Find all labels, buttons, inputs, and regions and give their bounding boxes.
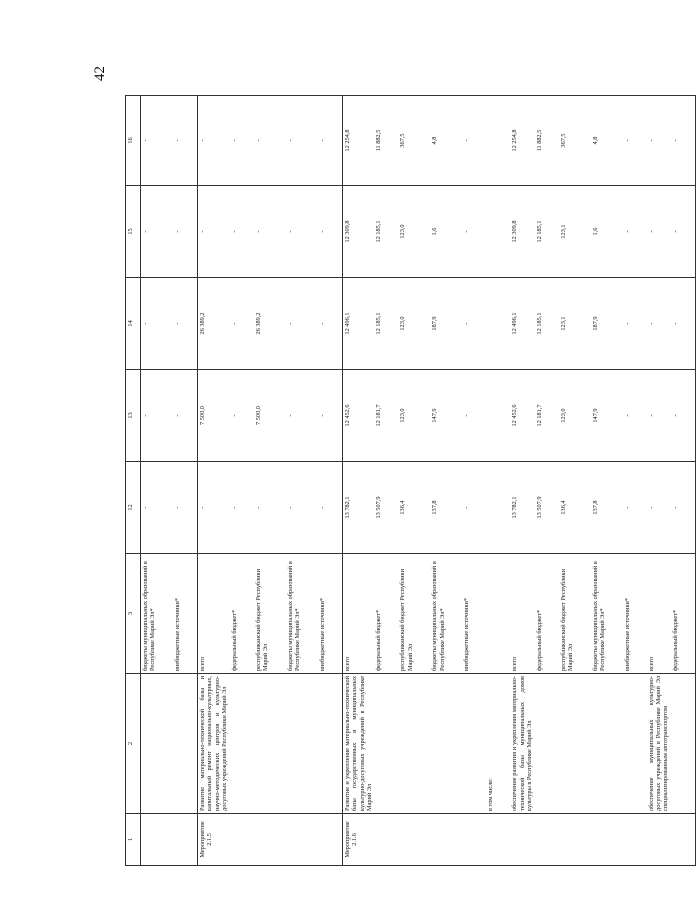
year-value-cell: - — [141, 370, 174, 462]
year-value-cell: 187,9 — [430, 278, 462, 370]
table-row — [647, 96, 671, 866]
page-number: 42 — [92, 66, 108, 81]
year-value-cell: - — [230, 462, 254, 554]
funding-source-cell: всего — [647, 554, 671, 674]
funding-source-cell: всего — [510, 554, 534, 674]
year-value-cell: 123,0 — [559, 370, 591, 462]
year-value-cell: - — [623, 96, 647, 186]
year-value-cell: 123,1 — [559, 186, 591, 278]
year-value-cell — [486, 278, 510, 370]
funding-source-cell: бюджеты муниципальных образований в Республике Марий Эл* — [141, 554, 174, 674]
year-value-cell: - — [671, 96, 696, 186]
year-value-cell: - — [462, 186, 486, 278]
funding-source-cell: бюджеты муниципальных образований в Республике Марий Эл* — [430, 554, 462, 674]
year-value-cell: 12 181,7 — [535, 370, 559, 462]
year-value-cell: - — [230, 278, 254, 370]
year-value-cell: 137,8 — [591, 462, 623, 554]
table-row — [559, 96, 591, 866]
year-value-cell: 12 185,1 — [374, 278, 398, 370]
year-value-cell: - — [254, 462, 286, 554]
table-row — [510, 96, 534, 866]
measure-name-cell — [318, 674, 343, 814]
column-header: 1 — [126, 814, 141, 866]
year-value-cell: - — [173, 96, 198, 186]
year-value-cell: - — [671, 462, 696, 554]
year-value-cell: 11 882,5 — [535, 96, 559, 186]
year-value-cell: 11 882,5 — [374, 96, 398, 186]
measure-name-cell — [430, 674, 462, 814]
year-value-cell: 187,9 — [591, 278, 623, 370]
year-value-cell — [486, 370, 510, 462]
year-value-cell: - — [671, 370, 696, 462]
funding-source-cell: федеральный бюджет* — [671, 554, 696, 674]
measure-number-cell — [230, 814, 254, 866]
measure-number-cell: Мероприятие 2.1.5 — [198, 814, 230, 866]
budget-table — [125, 95, 696, 866]
table-row — [374, 96, 398, 866]
year-value-cell: 4,8 — [591, 96, 623, 186]
year-value-cell: - — [647, 186, 671, 278]
year-value-cell: - — [230, 96, 254, 186]
measure-name-cell: в том числе: — [486, 674, 510, 814]
funding-source-cell: бюджеты муниципальных образований в Республике Марий Эл* — [591, 554, 623, 674]
year-value-cell: - — [462, 278, 486, 370]
funding-source-cell: федеральный бюджет* — [535, 554, 559, 674]
year-value-cell: 136,4 — [559, 462, 591, 554]
measure-number-cell — [374, 814, 398, 866]
table-row — [462, 96, 486, 866]
year-value-cell: - — [230, 370, 254, 462]
year-value-cell: - — [286, 96, 318, 186]
measure-number-cell: Мероприятие 2.1.6 — [342, 814, 374, 866]
measure-name-cell — [462, 674, 486, 814]
year-value-cell: 123,0 — [398, 370, 430, 462]
year-value-cell: 147,9 — [430, 370, 462, 462]
table-row — [430, 96, 462, 866]
year-value-cell: 12 309,8 — [342, 186, 374, 278]
year-value-cell: - — [286, 370, 318, 462]
year-value-cell: - — [198, 462, 230, 554]
column-header: 2 — [126, 674, 141, 814]
year-value-cell: - — [230, 186, 254, 278]
measure-number-cell — [173, 814, 198, 866]
year-value-cell: 12 496,1 — [342, 278, 374, 370]
year-value-cell: 12 496,1 — [510, 278, 534, 370]
year-value-cell: 1,6 — [430, 186, 462, 278]
year-value-cell: - — [286, 462, 318, 554]
year-value-cell: - — [318, 96, 343, 186]
year-value-cell: - — [671, 186, 696, 278]
year-value-cell — [486, 96, 510, 186]
year-value-cell: - — [318, 462, 343, 554]
year-value-cell: - — [141, 462, 174, 554]
year-value-cell: 13 782,1 — [342, 462, 374, 554]
column-header: 13 — [126, 370, 141, 462]
funding-source-cell: республиканский бюджет Республики Марий Эл — [398, 554, 430, 674]
year-value-cell: - — [198, 96, 230, 186]
measure-name-cell — [173, 674, 198, 814]
measure-number-cell — [535, 814, 559, 866]
measure-name-cell — [141, 674, 174, 814]
measure-number-cell — [398, 814, 430, 866]
year-value-cell: - — [318, 186, 343, 278]
table-row — [318, 96, 343, 866]
funding-source-cell: бюджеты муниципальных образований в Республике Марий Эл* — [286, 554, 318, 674]
measure-name-cell — [374, 674, 398, 814]
table-row — [591, 96, 623, 866]
funding-source-cell: федеральный бюджет* — [374, 554, 398, 674]
table-header-row — [126, 96, 141, 866]
year-value-cell: - — [318, 278, 343, 370]
year-value-cell: - — [623, 370, 647, 462]
measure-number-cell — [254, 814, 286, 866]
year-value-cell: - — [254, 96, 286, 186]
year-value-cell: 123,1 — [559, 278, 591, 370]
table-row — [198, 96, 230, 866]
measure-name-cell — [398, 674, 430, 814]
table-row — [398, 96, 430, 866]
funding-source-cell — [486, 554, 510, 674]
year-value-cell: - — [141, 278, 174, 370]
measure-number-cell — [430, 814, 462, 866]
year-value-cell: 12 185,1 — [374, 186, 398, 278]
funding-source-cell: федеральный бюджет* — [230, 554, 254, 674]
funding-source-cell: республиканский бюджет Республики Марий Эл — [254, 554, 286, 674]
measure-number-cell — [671, 814, 696, 866]
funding-source-cell: внебюджетные источники* — [173, 554, 198, 674]
table-row — [141, 96, 174, 866]
table-row — [173, 96, 198, 866]
measure-name-cell — [671, 674, 696, 814]
column-header: 15 — [126, 186, 141, 278]
table-row — [671, 96, 696, 866]
year-value-cell: - — [647, 370, 671, 462]
year-value-cell: 12 309,8 — [510, 186, 534, 278]
measure-name-cell — [535, 674, 559, 814]
year-value-cell: 13 782,1 — [510, 462, 534, 554]
column-header: 14 — [126, 278, 141, 370]
table-row — [254, 96, 286, 866]
year-value-cell: 1,6 — [591, 186, 623, 278]
year-value-cell: 7 500,0 — [198, 370, 230, 462]
measure-number-cell — [623, 814, 647, 866]
rotated-page-content — [125, 96, 679, 866]
year-value-cell: - — [623, 278, 647, 370]
year-value-cell: - — [141, 96, 174, 186]
year-value-cell: 12 185,1 — [535, 186, 559, 278]
year-value-cell: 123,0 — [398, 186, 430, 278]
year-value-cell: - — [198, 186, 230, 278]
measure-number-cell — [591, 814, 623, 866]
table-row — [623, 96, 647, 866]
table-row — [286, 96, 318, 866]
year-value-cell: - — [623, 186, 647, 278]
measure-number-cell — [141, 814, 174, 866]
year-value-cell: - — [462, 96, 486, 186]
year-value-cell: - — [462, 462, 486, 554]
table-row — [535, 96, 559, 866]
year-value-cell: 7 500,0 — [254, 370, 286, 462]
measure-number-cell — [286, 814, 318, 866]
column-header: 16 — [126, 96, 141, 186]
year-value-cell: - — [647, 278, 671, 370]
year-value-cell: - — [462, 370, 486, 462]
measure-name-cell — [559, 674, 591, 814]
year-value-cell: 12 181,7 — [374, 370, 398, 462]
year-value-cell: 136,4 — [398, 462, 430, 554]
year-value-cell: - — [286, 278, 318, 370]
year-value-cell: 12 254,8 — [510, 96, 534, 186]
measure-number-cell — [647, 814, 671, 866]
year-value-cell: - — [173, 278, 198, 370]
measure-name-cell — [591, 674, 623, 814]
year-value-cell: - — [141, 186, 174, 278]
year-value-cell: 123,0 — [398, 278, 430, 370]
measure-name-cell: обеспечение развития и укрепления материально-технической базы муниципальных домов культуры в Республике Марий Эл — [510, 674, 534, 814]
funding-source-cell: внебюджетные источники* — [318, 554, 343, 674]
measure-name-cell: Развитие и укрепление материально-технической базы государственных и муниципальных культурно-досуговых учреждений в Республике Марий Эл — [342, 674, 374, 814]
measure-name-cell — [623, 674, 647, 814]
year-value-cell: - — [173, 462, 198, 554]
year-value-cell: - — [623, 462, 647, 554]
year-value-cell: - — [647, 96, 671, 186]
year-value-cell: - — [286, 186, 318, 278]
measure-number-cell — [559, 814, 591, 866]
column-header: 3 — [126, 554, 141, 674]
measure-name-cell — [254, 674, 286, 814]
measure-name-cell — [286, 674, 318, 814]
table-row — [342, 96, 374, 866]
measure-number-cell — [318, 814, 343, 866]
year-value-cell: - — [173, 370, 198, 462]
year-value-cell: 4,8 — [430, 96, 462, 186]
year-value-cell: 137,8 — [430, 462, 462, 554]
year-value-cell: 147,9 — [591, 370, 623, 462]
year-value-cell: 12 452,6 — [342, 370, 374, 462]
year-value-cell: 12 254,8 — [342, 96, 374, 186]
measure-name-cell — [230, 674, 254, 814]
measure-number-cell — [462, 814, 486, 866]
funding-source-cell: республиканский бюджет Республики Марий Эл — [559, 554, 591, 674]
funding-source-cell: всего — [198, 554, 230, 674]
column-header: 12 — [126, 462, 141, 554]
year-value-cell: 13 507,9 — [374, 462, 398, 554]
year-value-cell: 13 507,9 — [535, 462, 559, 554]
year-value-cell: 12 185,1 — [535, 278, 559, 370]
measure-name-cell: Развитие материально-технической базы и капитальный ремонт национально-культурных, научно-методических центров и культурно-досуговых учреждений Республики Марий Эл — [198, 674, 230, 814]
table-row — [486, 96, 510, 866]
year-value-cell: 12 452,6 — [510, 370, 534, 462]
year-value-cell: 26 389,2 — [254, 278, 286, 370]
year-value-cell: - — [647, 462, 671, 554]
funding-source-cell: внебюджетные источники* — [462, 554, 486, 674]
year-value-cell: 26 389,2 — [198, 278, 230, 370]
year-value-cell: 367,5 — [398, 96, 430, 186]
funding-source-cell: внебюджетные источники* — [623, 554, 647, 674]
measure-number-cell — [486, 814, 510, 866]
year-value-cell: - — [318, 370, 343, 462]
year-value-cell: - — [173, 186, 198, 278]
measure-name-cell: обеспечение муниципальных культурно-досуговых учреждений в Республике Марий Эл специализированным автотранспортом — [647, 674, 671, 814]
year-value-cell — [486, 186, 510, 278]
year-value-cell: - — [671, 278, 696, 370]
table-row — [230, 96, 254, 866]
year-value-cell: - — [254, 186, 286, 278]
measure-number-cell — [510, 814, 534, 866]
year-value-cell: 367,5 — [559, 96, 591, 186]
year-value-cell — [486, 462, 510, 554]
funding-source-cell: всего — [342, 554, 374, 674]
